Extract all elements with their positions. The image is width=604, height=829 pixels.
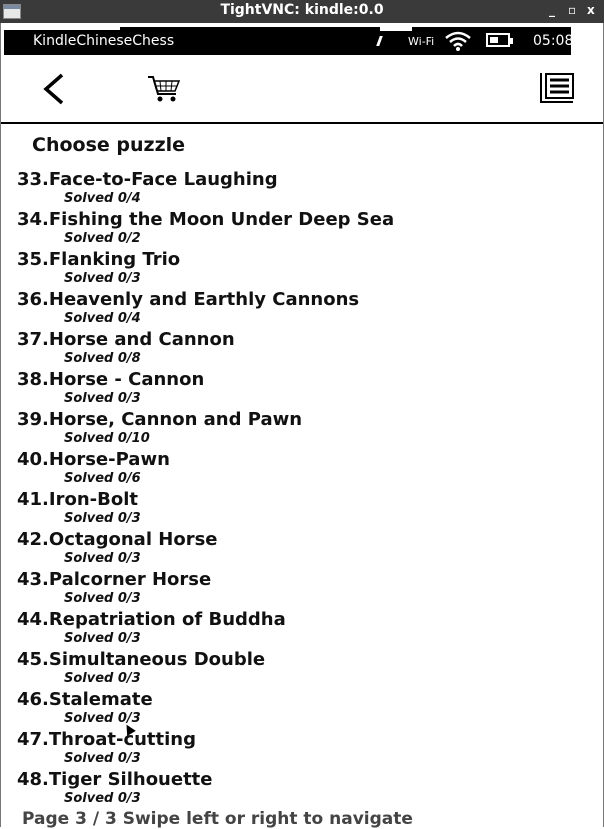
maximize-button[interactable]: ▫	[568, 3, 577, 17]
puzzle-solved: Solved 0/3	[64, 631, 141, 646]
statusbar-tick	[376, 36, 383, 46]
puzzle-solved: Solved 0/8	[64, 351, 141, 366]
puzzle-solved: Solved 0/2	[64, 231, 141, 246]
puzzle-solved: Solved 0/4	[64, 191, 141, 206]
puzzle-name: 41.Iron-Bolt	[17, 489, 138, 510]
puzzle-name: 33.Face-to-Face Laughing	[17, 169, 278, 190]
puzzle-name: 42.Octagonal Horse	[17, 529, 218, 550]
wifi-label: Wi-Fi	[408, 35, 435, 48]
puzzle-solved: Solved 0/3	[64, 751, 141, 766]
close-button[interactable]: x	[587, 3, 595, 17]
puzzle-item[interactable]	[17, 489, 597, 529]
puzzle-solved: Solved 0/3	[64, 711, 141, 726]
puzzle-item[interactable]	[17, 169, 597, 209]
puzzle-item[interactable]	[17, 289, 597, 329]
app-name: KindleChineseChess	[33, 33, 175, 49]
puzzle-solved: Solved 0/3	[64, 551, 141, 566]
back-icon[interactable]	[38, 72, 68, 106]
device-statusbar	[4, 27, 574, 55]
minimize-button[interactable]: _	[549, 3, 555, 17]
cart-icon[interactable]	[146, 74, 182, 104]
puzzle-name: 35.Flanking Trio	[17, 249, 181, 270]
app-toolbar	[1, 56, 603, 124]
puzzle-item[interactable]	[17, 449, 597, 489]
puzzle-name: 40.Horse-Pawn	[17, 449, 170, 470]
puzzle-solved: Solved 0/4	[64, 311, 141, 326]
puzzle-name: 48.Tiger Silhouette	[17, 769, 213, 790]
puzzle-item[interactable]	[17, 689, 597, 729]
puzzle-item[interactable]	[17, 249, 597, 289]
wifi-icon	[444, 31, 472, 51]
menu-icon[interactable]	[538, 70, 578, 106]
puzzle-solved: Solved 0/10	[64, 431, 150, 446]
puzzle-name: 44.Repatriation of Buddha	[17, 609, 286, 630]
puzzle-name: 34.Fishing the Moon Under Deep Sea	[17, 209, 395, 230]
puzzle-item[interactable]	[17, 609, 597, 649]
statusbar-strip	[4, 27, 120, 30]
puzzle-item[interactable]	[17, 529, 597, 569]
puzzle-item[interactable]	[17, 409, 597, 449]
page-indicator: Page 3 / 3 Swipe left or right to navigate	[22, 809, 413, 829]
window-titlebar	[0, 0, 604, 23]
puzzle-solved: Solved 0/3	[64, 591, 141, 606]
puzzle-solved: Solved 0/3	[64, 391, 141, 406]
puzzle-name: 36.Heavenly and Earthly Cannons	[17, 289, 360, 310]
puzzle-name: 39.Horse, Cannon and Pawn	[17, 409, 303, 430]
puzzle-item[interactable]	[17, 329, 597, 369]
puzzle-item[interactable]	[17, 729, 597, 769]
puzzle-item[interactable]	[17, 209, 597, 249]
puzzle-name: 43.Palcorner Horse	[17, 569, 212, 590]
battery-icon	[486, 33, 510, 47]
statusbar-notch	[380, 27, 412, 31]
puzzle-name: 46.Stalemate	[17, 689, 153, 710]
clock: 05:08	[533, 33, 574, 49]
window-title: TightVNC: kindle:0.0	[220, 2, 384, 18]
puzzle-solved: Solved 0/3	[64, 271, 141, 286]
puzzle-solved: Solved 0/3	[64, 791, 141, 806]
puzzle-list	[17, 169, 597, 809]
puzzle-item[interactable]	[17, 649, 597, 689]
puzzle-name: 37.Horse and Cannon	[17, 329, 235, 350]
puzzle-name: 38.Horse - Cannon	[17, 369, 205, 390]
puzzle-item[interactable]	[17, 369, 597, 409]
puzzle-solved: Solved 0/6	[64, 471, 141, 486]
puzzle-name: 45.Simultaneous Double	[17, 649, 266, 670]
page-title: Choose puzzle	[32, 134, 186, 156]
puzzle-name: 47.Throat-cutting	[17, 729, 197, 750]
puzzle-solved: Solved 0/3	[64, 511, 141, 526]
puzzle-item[interactable]	[17, 569, 597, 609]
puzzle-solved: Solved 0/3	[64, 671, 141, 686]
puzzle-item[interactable]	[17, 769, 597, 809]
